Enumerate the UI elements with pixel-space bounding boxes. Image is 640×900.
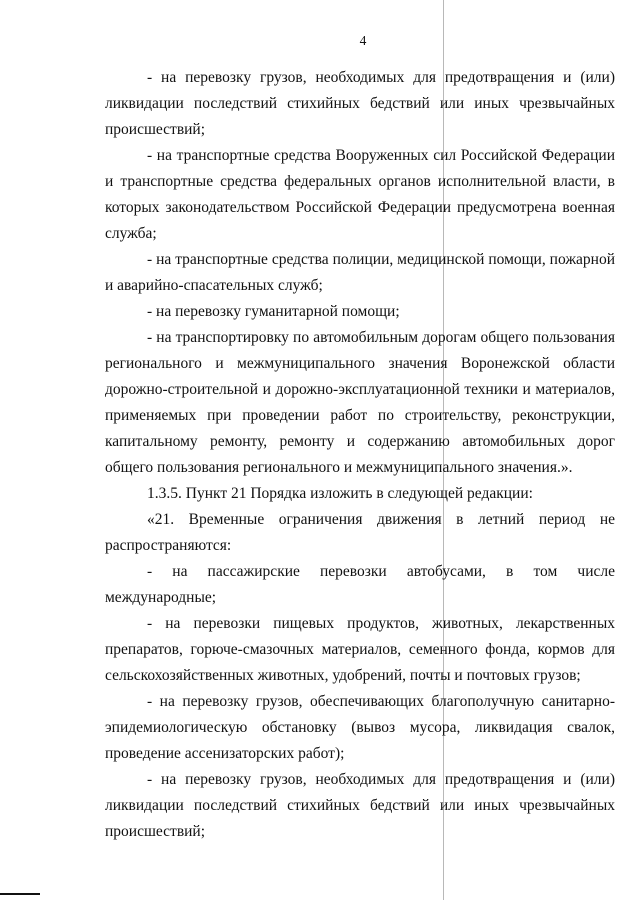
- paragraph-humanitarian-aid: - на перевозку гуманитарной помощи;: [147, 303, 400, 320]
- paragraph-armed-forces-vehicles: - на транспортные средства Вооруженных сил Российской Федерации и транспортные средства федеральных органов исполнительной власти, в которых законодательством Российской Федерации предусмотрена военная служба;: [105, 147, 615, 242]
- paragraph-emergency-services: - на транспортные средства полиции, медицинской помощи, пожарной и аварийно-спасательных служб;: [105, 251, 615, 294]
- page-number: 4: [359, 33, 367, 48]
- footer-rule: [0, 893, 40, 895]
- document-body: [105, 65, 615, 845]
- paragraph-emergency-cargo-repeat: - на перевозку грузов, необходимых для предотвращения и (или) ликвидации последствий стихийных бедствий или иных чрезвычайных происшествий;: [105, 771, 615, 840]
- paragraph-food-and-supplies: - на перевозки пищевых продуктов, животных, лекарственных препаратов, горюче-смазочных материалов, семенного фонда, кормов для сельскохозяйственных животных, удобрений, почты и почтовых грузов;: [105, 615, 615, 684]
- paragraph-clause-1-3-5: 1.3.5. Пункт 21 Порядка изложить в следующей редакции:: [147, 485, 533, 502]
- paragraph-clause-21: «21. Временные ограничения движения в летний период не распространяются:: [105, 511, 615, 554]
- paragraph-road-machinery: - на транспортировку по автомобильным дорогам общего пользования регионального и межмуниципального значения Воронежской области дорожно-строительной и дорожно-эксплуатационной техники и материалов, применяемых при проведении работ по строительству, реконструкции, капитальному ремонту, ремонту и содержанию автомобильных дорог общего пользования регионального и межмуниципального значения.».: [105, 329, 615, 476]
- paragraph-emergency-cargo: - на перевозку грузов, необходимых для предотвращения и (или) ликвидации последствий стихийных бедствий или иных чрезвычайных происшествий;: [105, 69, 615, 138]
- paragraph-sanitary-cargo: - на перевозку грузов, обеспечивающих благополучную санитарно-эпидемиологическую обстановку (вывоз мусора, ликвидация свалок, проведение ассенизаторских работ);: [105, 693, 615, 762]
- paragraph-passenger-buses: - на пассажирские перевозки автобусами, в том числе международные;: [105, 563, 615, 606]
